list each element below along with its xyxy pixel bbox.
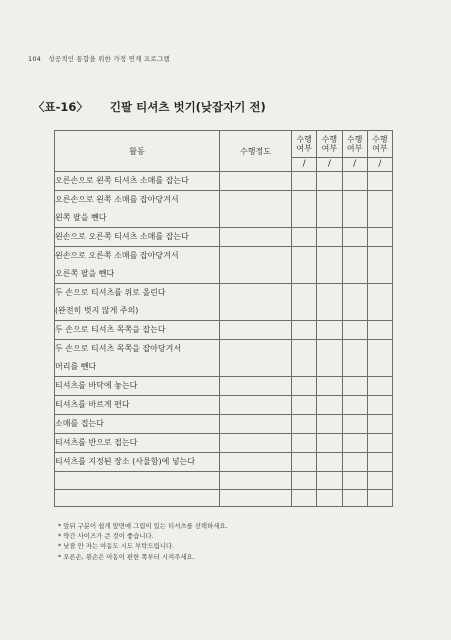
check-cell[interactable] <box>292 434 317 453</box>
check-cell[interactable] <box>342 377 367 396</box>
check-cell[interactable] <box>367 489 392 507</box>
date-cell[interactable]: / <box>342 158 367 172</box>
check-cell[interactable] <box>317 415 342 434</box>
activity-cell: 티셔츠를 바닥에 놓는다 <box>55 377 220 396</box>
check-cell[interactable] <box>342 172 367 191</box>
check-cell[interactable] <box>317 340 342 377</box>
table-tag: 〈표-16〉 <box>33 100 88 114</box>
checklist-table <box>54 130 393 507</box>
check-cell[interactable] <box>342 191 367 228</box>
check-cell[interactable] <box>342 489 367 507</box>
table-row <box>55 228 393 247</box>
table-row <box>55 415 393 434</box>
table-row <box>55 340 393 377</box>
date-cell[interactable]: / <box>292 158 317 172</box>
check-cell[interactable] <box>367 247 392 284</box>
activity-cell: 티셔츠를 지정된 장소 (사물함)에 넣는다 <box>55 453 220 472</box>
level-cell[interactable] <box>220 415 292 434</box>
check-cell[interactable] <box>342 228 367 247</box>
table-title <box>33 99 266 115</box>
check-cell[interactable] <box>292 284 317 321</box>
table-row <box>55 284 393 321</box>
blank-row <box>55 472 393 490</box>
activity-cell: 티셔츠를 바르게 편다 <box>55 396 220 415</box>
check-cell[interactable] <box>317 191 342 228</box>
note-item: * 오른손, 왼손은 아동이 편한 쪽부터 시켜주세요. <box>58 552 228 562</box>
check-cell[interactable] <box>367 453 392 472</box>
table-row <box>55 434 393 453</box>
check-header: 수행 여부 <box>317 131 342 158</box>
activity-cell[interactable] <box>55 472 220 490</box>
table-row <box>55 396 393 415</box>
activity-cell: 왼손으로 오른쪽 티셔츠 소매를 잡는다 <box>55 228 220 247</box>
level-cell[interactable] <box>220 172 292 191</box>
check-header: 수행 여부 <box>342 131 367 158</box>
check-cell[interactable] <box>367 472 392 490</box>
check-cell[interactable] <box>367 415 392 434</box>
check-cell[interactable] <box>317 434 342 453</box>
running-header <box>28 54 170 63</box>
activity-header: 활동 <box>55 131 220 172</box>
note-item: * 앞뒤 구분이 쉽게 앞면에 그림이 있는 티셔츠를 선택하세요. <box>58 521 228 531</box>
check-cell[interactable] <box>317 472 342 490</box>
activity-cell: 오른손으로 왼쪽 티셔츠 소매를 잡는다 <box>55 172 220 191</box>
check-cell[interactable] <box>367 340 392 377</box>
check-cell[interactable] <box>367 284 392 321</box>
table-row <box>55 247 393 284</box>
check-cell[interactable] <box>317 377 342 396</box>
check-cell[interactable] <box>292 415 317 434</box>
level-cell[interactable] <box>220 247 292 284</box>
book-title: 성공적인 통합을 위한 가정 연계 프로그램 <box>48 55 170 63</box>
activity-cell[interactable] <box>55 489 220 507</box>
level-cell[interactable] <box>220 321 292 340</box>
check-cell[interactable] <box>367 191 392 228</box>
table-row <box>55 377 393 396</box>
check-header: 수행 여부 <box>367 131 392 158</box>
level-cell[interactable] <box>220 396 292 415</box>
check-cell[interactable] <box>317 228 342 247</box>
check-cell[interactable] <box>317 489 342 507</box>
check-cell[interactable] <box>367 321 392 340</box>
activity-cell: 소매를 접는다 <box>55 415 220 434</box>
check-header: 수행 여부 <box>292 131 317 158</box>
level-cell[interactable] <box>220 489 292 507</box>
level-cell[interactable] <box>220 434 292 453</box>
note-item: * 약간 사이즈가 큰 것이 좋습니다. <box>58 531 228 541</box>
table-row <box>55 191 393 228</box>
activity-cell: 두 손으로 티셔츠 목쪽을 잡는다 <box>55 321 220 340</box>
check-cell[interactable] <box>367 396 392 415</box>
level-header: 수행정도 <box>220 131 292 172</box>
check-cell[interactable] <box>317 321 342 340</box>
blank-row <box>55 489 393 507</box>
note-item: * 낮잠 안 자는 아동도 시도 부탁드립니다. <box>58 541 228 551</box>
level-cell[interactable] <box>220 472 292 490</box>
check-cell[interactable] <box>317 247 342 284</box>
check-cell[interactable] <box>317 172 342 191</box>
date-cell[interactable]: / <box>317 158 342 172</box>
table-title-text: 긴팔 티셔츠 벗기(낮잡자기 전) <box>109 100 266 114</box>
level-cell[interactable] <box>220 453 292 472</box>
check-cell[interactable] <box>292 172 317 191</box>
table-row <box>55 321 393 340</box>
table-row <box>55 172 393 191</box>
check-cell[interactable] <box>317 284 342 321</box>
check-cell[interactable] <box>342 340 367 377</box>
level-cell[interactable] <box>220 228 292 247</box>
activity-cell: 티셔츠를 반으로 접는다 <box>55 434 220 453</box>
check-cell[interactable] <box>292 396 317 415</box>
check-cell[interactable] <box>367 172 392 191</box>
activity-cell: 왼손으로 오른쪽 소매를 잡아당겨서 오른쪽 팔을 뺀다 <box>55 247 220 284</box>
level-cell[interactable] <box>220 284 292 321</box>
check-cell[interactable] <box>342 321 367 340</box>
table-row <box>55 453 393 472</box>
check-cell[interactable] <box>292 489 317 507</box>
check-cell[interactable] <box>317 453 342 472</box>
check-cell[interactable] <box>292 340 317 377</box>
activity-cell: 두 손으로 티셔츠 목쪽을 잡아당겨서 머리를 뺀다 <box>55 340 220 377</box>
check-cell[interactable] <box>292 191 317 228</box>
check-cell[interactable] <box>367 228 392 247</box>
date-cell[interactable]: / <box>367 158 392 172</box>
check-cell[interactable] <box>342 284 367 321</box>
check-cell[interactable] <box>367 377 392 396</box>
level-cell[interactable] <box>220 377 292 396</box>
check-cell[interactable] <box>292 453 317 472</box>
check-cell[interactable] <box>367 434 392 453</box>
check-cell[interactable] <box>342 415 367 434</box>
activity-cell: 오른손으로 왼쪽 소매를 잡아당겨서 왼쪽 팔을 뺀다 <box>55 191 220 228</box>
page-number: 104 <box>28 55 42 63</box>
activity-cell: 두 손으로 티셔츠를 위로 올린다 (완전히 벗지 않게 주의) <box>55 284 220 321</box>
check-cell[interactable] <box>292 377 317 396</box>
check-cell[interactable] <box>292 247 317 284</box>
check-cell[interactable] <box>342 453 367 472</box>
check-cell[interactable] <box>317 396 342 415</box>
check-cell[interactable] <box>342 247 367 284</box>
notes-list <box>58 521 228 562</box>
check-cell[interactable] <box>342 434 367 453</box>
level-cell[interactable] <box>220 191 292 228</box>
level-cell[interactable] <box>220 340 292 377</box>
check-cell[interactable] <box>292 321 317 340</box>
header-row <box>55 131 393 158</box>
check-cell[interactable] <box>292 472 317 490</box>
check-cell[interactable] <box>342 396 367 415</box>
check-cell[interactable] <box>292 228 317 247</box>
check-cell[interactable] <box>342 472 367 490</box>
